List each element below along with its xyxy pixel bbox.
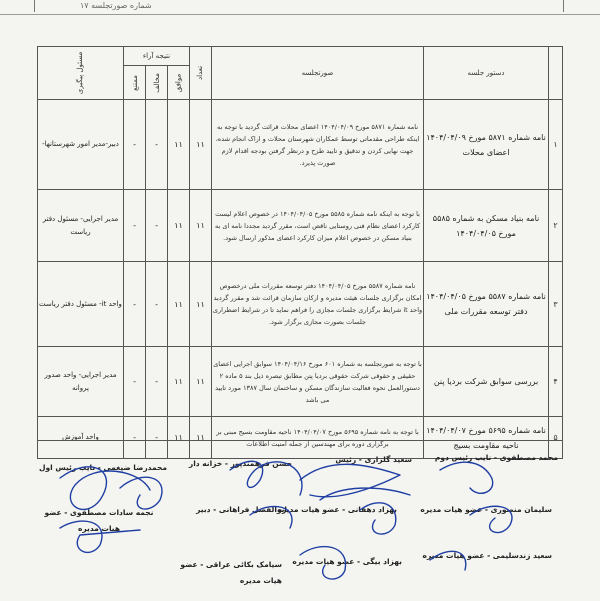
row-number: ۴: [549, 347, 563, 417]
signatory-mostafavi: محمد مصطفوی - نایب رئیس دوم: [434, 453, 558, 462]
row-responsible: واحد it- مسئول دفتر ریاست: [38, 262, 124, 347]
row-responsible: دبیر-مدیر امور شهرستانها-: [38, 100, 124, 190]
table-row: [38, 347, 563, 417]
row-responsible: واحد آموزش: [38, 417, 124, 459]
header-agree-label: موافق: [174, 73, 183, 92]
signature-block: [37, 440, 562, 601]
table-row: [38, 190, 563, 262]
header-responsible-label: مسئول پیگیری: [76, 51, 85, 95]
row-count: ۱۱: [190, 347, 212, 417]
row-number: ۵: [549, 417, 563, 459]
row-agenda: نامه شماره ۵۶۹۵ مورخ ۱۴۰۴/۰۴/۰۷ ناحیه مقاومت بسیج: [424, 417, 549, 459]
row-count: ۱۱: [190, 262, 212, 347]
row-abstain: -: [124, 262, 146, 347]
signatory-araghi: سیامک بکائی عراقی - عضو هیات مدیره: [180, 560, 282, 585]
row-responsible: مدیر اجرایی- مسئول دفتر ریاست: [38, 190, 124, 262]
row-agree: ۱۱: [168, 262, 190, 347]
row-agenda: بررسی سوابق شرکت بردیا پنن: [424, 347, 549, 417]
signatory-dehghani: بهزاد دهقانی - عضو هیات مدیره: [277, 505, 397, 514]
header-agenda: دستور جلسه: [424, 47, 549, 100]
table-row: [38, 100, 563, 190]
table-row: [38, 262, 563, 347]
header-abstain-label: ممتنع: [130, 74, 139, 91]
row-against: -: [146, 100, 168, 190]
header-against: [146, 66, 168, 100]
row-number: ۱: [549, 100, 563, 190]
signatory-najmeh-mostafavi: نجمه سادات مصطفوی - عضو هیات مدیره: [44, 508, 154, 533]
row-minutes: نامه شماره ۵۵۸۷ مورخ ۱۴۰۴/۰۴/۰۵ دفتر توسعه مقررات ملی درخصوص امکان برگزاری جلسات هیئت مدیره و ارکان سازمان قرائت شد و مقرر گردید واحد it شرایط برگزاری جلسات مجازی را فراهم نماید تا در شرایط اضطراری جلسات بصورت مجازی برگزار شود.: [212, 262, 424, 347]
signatory-golzari: سعید گلزاری - رئیس: [335, 455, 412, 464]
row-count: ۱۱: [190, 190, 212, 262]
row-agenda: نامه شماره ۵۵۸۷ مورخ ۱۴۰۴/۰۴/۰۵ دفتر توسعه مقررات ملی: [424, 262, 549, 347]
row-against: -: [146, 190, 168, 262]
row-minutes: با توجه به صورتجلسه به شماره ۶۰۱ مورخ ۱۴۰۴/۰۴/۱۶ سوابق اجرایی اعضای حقیقی و حقوقی شرکت حقوقی بردیا پتن مطابق تبصره ذیل بند ۵ ماده ۲ دستورالعمل نحوه فعالیت سازندگان مسکن و ساختمان سال ۱۳۸۷ مورد تایید می باشد: [212, 347, 424, 417]
header-abstain: [124, 66, 146, 100]
signatory-farahani: ابوالفضل فراهانی - دبیر: [196, 505, 287, 514]
row-agree: ۱۱: [168, 100, 190, 190]
row-against: -: [146, 262, 168, 347]
row-agree: ۱۱: [168, 190, 190, 262]
row-agree: ۱۱: [168, 347, 190, 417]
row-against: -: [146, 417, 168, 459]
row-against: -: [146, 347, 168, 417]
signatory-beigi: بهزاد بیگی - عضو هیات مدیره: [292, 557, 402, 566]
page-header-strip: [0, 0, 600, 15]
signatory-zeighami: محمدرضا ضیغمی - نایب رئیس اول: [39, 463, 168, 472]
row-agenda: نامه شماره ۵۸۷۱ مورخ ۱۴۰۴/۰۴/۰۹ اعضای محلات: [424, 100, 549, 190]
header-left-box: [34, 0, 55, 12]
row-minutes: با توجه به اینکه نامه شماره ۵۵۸۵ مورخ ۱۴۰۴/۰۴/۰۵ در خصوص اعلام لیست کارکرد اعضای نظام فنی روستایی ناقص است، مقرر گردید مجددا نامه ای به بنیاد مسکن در خصوص اعلام میزان کارکرد اعضای مذکور ارسال شود.: [212, 190, 424, 262]
row-responsible: مدیر اجرایی- واحد صدور پروانه: [38, 347, 124, 417]
minutes-table: [37, 46, 563, 459]
row-count: ۱۱: [190, 100, 212, 190]
row-number: ۳: [549, 262, 563, 347]
row-agenda: نامه بنیاد مسکن به شماره ۵۵۸۵ مورخ ۱۴۰۴/۰۴/۰۵: [424, 190, 549, 262]
row-abstain: -: [124, 417, 146, 459]
row-abstain: -: [124, 100, 146, 190]
row-agree: ۱۱: [168, 417, 190, 459]
header-right-box: [543, 0, 564, 12]
header-count: [190, 47, 212, 100]
signatory-zandsalimi: سعید زندسلیمی - عضو هیات مدیره: [422, 551, 552, 560]
header-against-label: مخالف: [152, 72, 161, 93]
row-number: ۲: [549, 190, 563, 262]
header-count-label: تعداد: [196, 65, 205, 81]
row-abstain: -: [124, 347, 146, 417]
signatory-farahmandpour: حسن فرهمندپور - خزانه دار: [188, 459, 292, 468]
header-row-number: [549, 47, 563, 100]
signatory-mansouri: سلیمان منصوری - عضو هیات مدیره: [420, 505, 552, 514]
header-agree: [168, 66, 190, 100]
header-result: نتیجه آراء: [124, 47, 190, 66]
header-minutes: صورتجلسه: [212, 47, 424, 100]
row-abstain: -: [124, 190, 146, 262]
header-responsible: [38, 47, 124, 100]
row-count: ۱۱: [190, 417, 212, 459]
row-minutes: نامه شماره ۵۸۷۱ مورخ ۱۴۰۴/۰۴/۰۹ اعضای محلات قرائت گردید با توجه به اینکه طراحی مقدماتی توسط عمکاران شهرستان محلات و اراک انجام شده، جهت نهایی کردن و تدقیق و تایید طرح و درنظر گرفتن بودجه اقدام لازم صورت پذیرد.: [212, 100, 424, 190]
row-minutes: با توجه به نامه شماره ۵۶۹۵ مورخ ۱۴۰۴/۰۴/۰۷ ناحیه مقاومت بسیج مبنی بر برگزاری دوره برای مهندسین از جمله امنیت اطلاعات: [212, 417, 424, 459]
session-number-label: شماره صورتجلسه ۱۷: [80, 1, 152, 10]
